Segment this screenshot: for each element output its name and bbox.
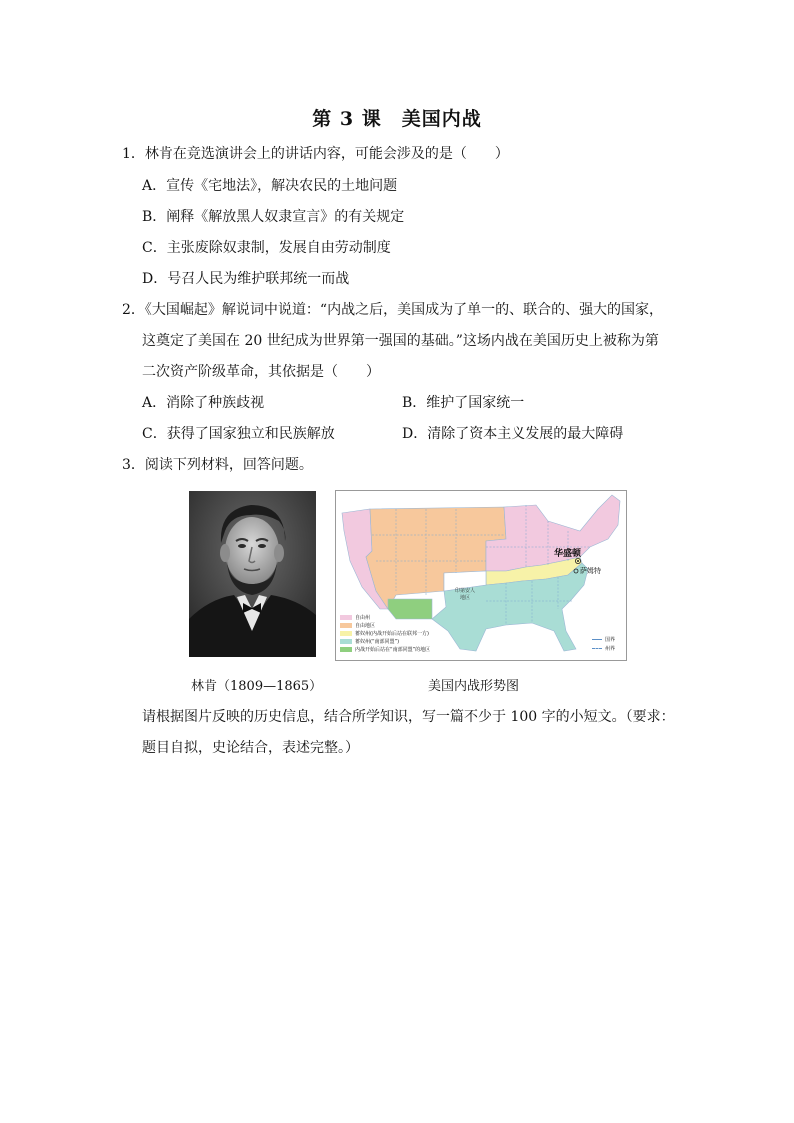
q2-option-a: A．消除了种族歧视 (142, 395, 265, 411)
map-caption: 美国内战形势图 (428, 679, 520, 694)
legend-swatch-free-state (340, 615, 352, 620)
q1-option-a: A．宣传《宅地法》，解决农民的土地问题 (142, 178, 398, 194)
map-label-indian-territory: 印第安人 (455, 588, 476, 594)
q3-prompt-line-2: 题目自拟，史论结合，表述完整。） (142, 740, 359, 756)
map-label-sumter: 萨姆特 (580, 567, 601, 575)
legend-swatch-confederate-territory (340, 647, 352, 652)
legend-national-border: 国界 (592, 637, 615, 644)
legend-line-national (592, 639, 602, 640)
civil-war-map (335, 490, 627, 661)
legend-item: 蓄奴州(“南部同盟”) (340, 639, 399, 646)
legend-item: 自由州 (340, 615, 370, 622)
q2-option-d: D．清除了资本主义发展的最大障碍 (402, 426, 624, 442)
q2-stem-line-2: 这奠定了美国在 20 世纪成为世界第一强国的基础。”这场内战在美国历史上被称为第 (142, 333, 659, 349)
q2-stem-line-1: 2．《大国崛起》解说词中说道：“内战之后，美国成为了单一的、联合的、强大的国家， (122, 302, 664, 318)
legend-item: 内战开始后站在“南部同盟”的地区 (340, 647, 430, 654)
legend-item: 自由地区 (340, 623, 375, 630)
legend-swatch-border-state (340, 631, 352, 636)
legend-item: 蓄奴州(内战开始后站在联邦一方) (340, 631, 429, 638)
q3-prompt-line-1: 请根据图片反映的历史信息，结合所学知识，写一篇不少于 100 字的小短文。（要求： (142, 709, 675, 725)
q1-option-c: C．主张废除奴隶制，发展自由劳动制度 (142, 240, 391, 256)
q3-stem: 3．阅读下列材料，回答问题。 (122, 457, 313, 473)
page-title: 第 3 课 美国内战 (312, 108, 482, 130)
legend-swatch-confederate (340, 639, 352, 644)
map-label-washington: 华盛顿 (554, 549, 582, 559)
legend-state-border: 州界 (592, 646, 615, 653)
map-label-indian-territory-2: 地区 (460, 595, 471, 601)
legend-swatch-free-territory (340, 623, 352, 628)
legend-line-state (592, 648, 602, 649)
q1-stem: 1．林肯在竞选演讲会上的讲话内容，可能会涉及的是（ ） (122, 146, 509, 162)
lincoln-portrait (189, 491, 316, 657)
q2-option-b: B．维护了国家统一 (402, 395, 525, 411)
q2-stem-line-3: 二次资产阶级革命，其依据是（ ） (142, 364, 380, 380)
portrait-caption: 林肯（1809—1865） (191, 679, 323, 694)
q1-option-b: B．阐释《解放黑人奴隶宣言》的有关规定 (142, 209, 405, 225)
q1-option-d: D．号召人民为维护联邦统一而战 (142, 271, 350, 287)
q2-option-c: C．获得了国家独立和民族解放 (142, 426, 335, 442)
